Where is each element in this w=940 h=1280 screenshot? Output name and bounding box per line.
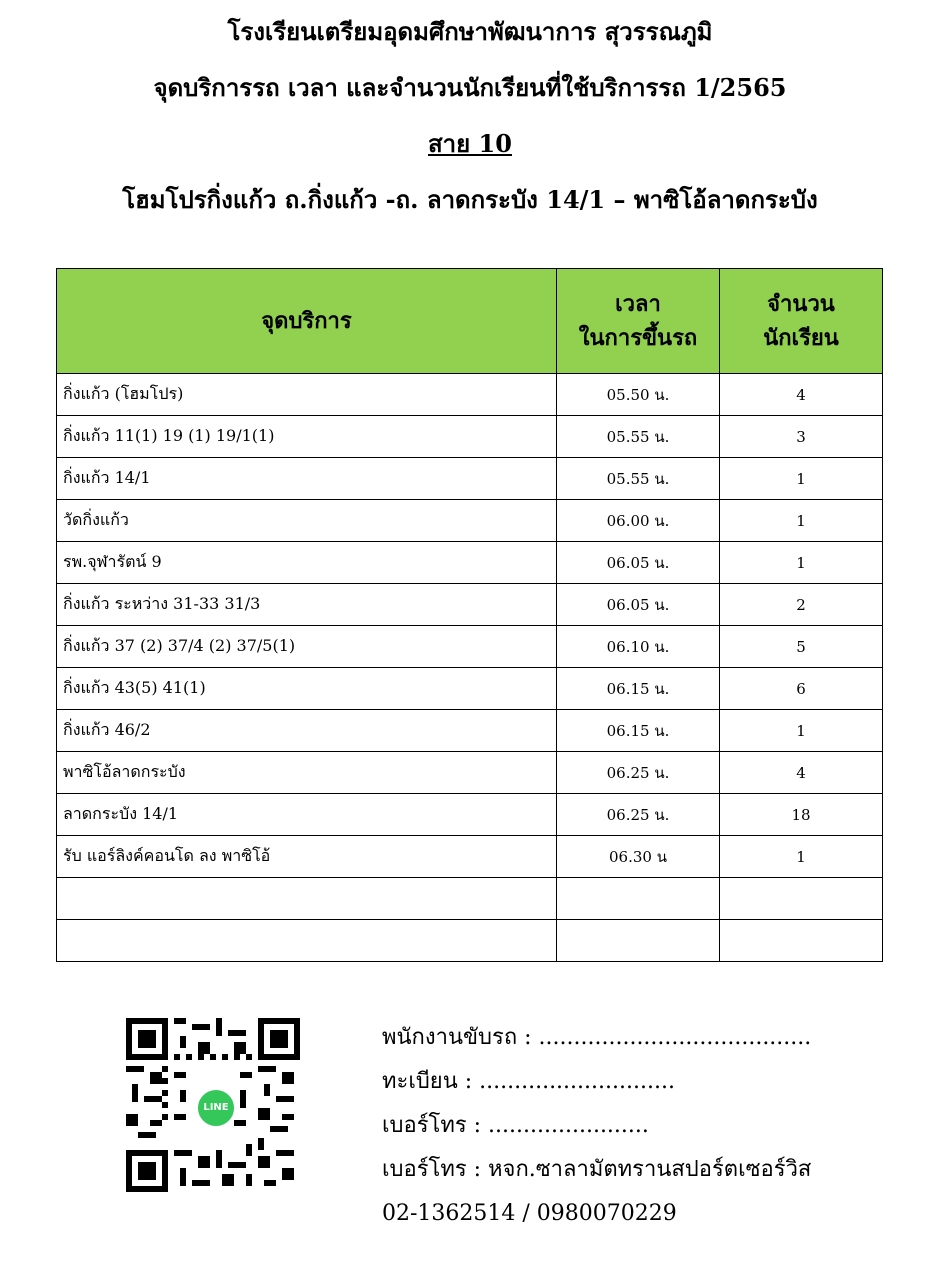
time-cell: 05.55 น.	[557, 416, 720, 458]
count-cell: 5	[720, 626, 883, 668]
table-row	[57, 836, 883, 878]
table-row	[57, 752, 883, 794]
time-cell	[557, 920, 720, 962]
service-point-cell: กิ่งแก้ว 43(5) 41(1)	[57, 668, 557, 710]
service-point-cell: ลาดกระบัง 14/1	[57, 794, 557, 836]
plate-field: ทะเบียน : ............................	[382, 1069, 675, 1094]
count-cell: 4	[720, 374, 883, 416]
company-phone-label: เบอร์โทร : หจก.ซาลามัตทรานสปอร์ตเซอร์วิส	[382, 1157, 812, 1182]
time-cell: 06.10 น.	[557, 626, 720, 668]
line-qr-code-icon	[126, 1018, 300, 1192]
table-row	[57, 668, 883, 710]
service-point-cell: พาซิโอ้ลาดกระบัง	[57, 752, 557, 794]
header-student-count	[720, 269, 883, 374]
table-row	[57, 794, 883, 836]
service-point-cell: กิ่งแก้ว 46/2	[57, 710, 557, 752]
time-cell: 05.50 น.	[557, 374, 720, 416]
service-point-cell: กิ่งแก้ว ระหว่าง 31-33 31/3	[57, 584, 557, 626]
count-cell: 1	[720, 458, 883, 500]
time-cell	[557, 878, 720, 920]
count-cell: 18	[720, 794, 883, 836]
count-cell	[720, 920, 883, 962]
header-service-point-label: จุดบริการ	[261, 308, 352, 334]
count-cell: 3	[720, 416, 883, 458]
service-point-cell: วัดกิ่งแก้ว	[57, 500, 557, 542]
header-time-line2: ในการขึ้นรถ	[578, 325, 698, 351]
service-point-cell	[57, 920, 557, 962]
school-name: โรงเรียนเตรียมอุดมศึกษาพัฒนาการ สุวรรณภูมิ	[227, 17, 713, 46]
service-point-cell: กิ่งแก้ว 14/1	[57, 458, 557, 500]
route-description: โฮมโปรกิ่งแก้ว ถ.กิ่งแก้ว -ถ. ลาดกระบัง 14/1 – พาซิโอ้ลาดกระบัง	[122, 185, 818, 214]
count-cell	[720, 878, 883, 920]
service-point-cell: กิ่งแก้ว 11(1) 19 (1) 19/1(1)	[57, 416, 557, 458]
service-point-cell: กิ่งแก้ว 37 (2) 37/4 (2) 37/5(1)	[57, 626, 557, 668]
header-count-line2: นักเรียน	[763, 325, 839, 351]
table-header	[57, 269, 883, 374]
time-cell: 06.15 น.	[557, 710, 720, 752]
table-row	[57, 584, 883, 626]
header-count-line1: จำนวน	[767, 291, 835, 317]
service-point-cell: กิ่งแก้ว (โฮมโปร)	[57, 374, 557, 416]
service-point-cell: รับ แอร์ลิงค์คอนโด ลง พาซิโอ้	[57, 836, 557, 878]
time-cell: 06.30 น	[557, 836, 720, 878]
time-cell: 06.15 น.	[557, 668, 720, 710]
table-row	[57, 626, 883, 668]
header-boarding-time	[557, 269, 720, 374]
route-number: สาย 10	[428, 129, 512, 158]
time-cell: 06.00 น.	[557, 500, 720, 542]
company-phone-numbers: 02-1362514 / 0980070229	[382, 1201, 677, 1226]
service-point-cell: รพ.จุฬารัตน์ 9	[57, 542, 557, 584]
table-row-empty	[57, 920, 883, 962]
table-row	[57, 374, 883, 416]
phone-field: เบอร์โทร : .......................	[382, 1113, 649, 1138]
count-cell: 1	[720, 710, 883, 752]
header-time-line1: เวลา	[615, 291, 661, 317]
count-cell: 6	[720, 668, 883, 710]
table-row	[57, 458, 883, 500]
table-row-empty	[57, 878, 883, 920]
count-cell: 4	[720, 752, 883, 794]
driver-field: พนักงานขับรถ : .......................................	[382, 1025, 812, 1050]
table-row	[57, 416, 883, 458]
service-point-cell	[57, 878, 557, 920]
count-cell: 1	[720, 836, 883, 878]
contact-info	[382, 1016, 902, 1236]
document-header	[0, 18, 940, 226]
time-cell: 05.55 น.	[557, 458, 720, 500]
count-cell: 1	[720, 542, 883, 584]
time-cell: 06.25 น.	[557, 752, 720, 794]
time-cell: 06.05 น.	[557, 584, 720, 626]
count-cell: 1	[720, 500, 883, 542]
table-row	[57, 542, 883, 584]
table-row	[57, 500, 883, 542]
count-cell: 2	[720, 584, 883, 626]
time-cell: 06.25 น.	[557, 794, 720, 836]
document-subtitle: จุดบริการรถ เวลา และจำนวนนักเรียนที่ใช้บริการรถ 1/2565	[153, 73, 787, 102]
header-service-point	[57, 269, 557, 374]
schedule-table	[56, 268, 883, 962]
table-row	[57, 710, 883, 752]
time-cell: 06.05 น.	[557, 542, 720, 584]
line-logo-badge: LINE	[195, 1087, 237, 1129]
